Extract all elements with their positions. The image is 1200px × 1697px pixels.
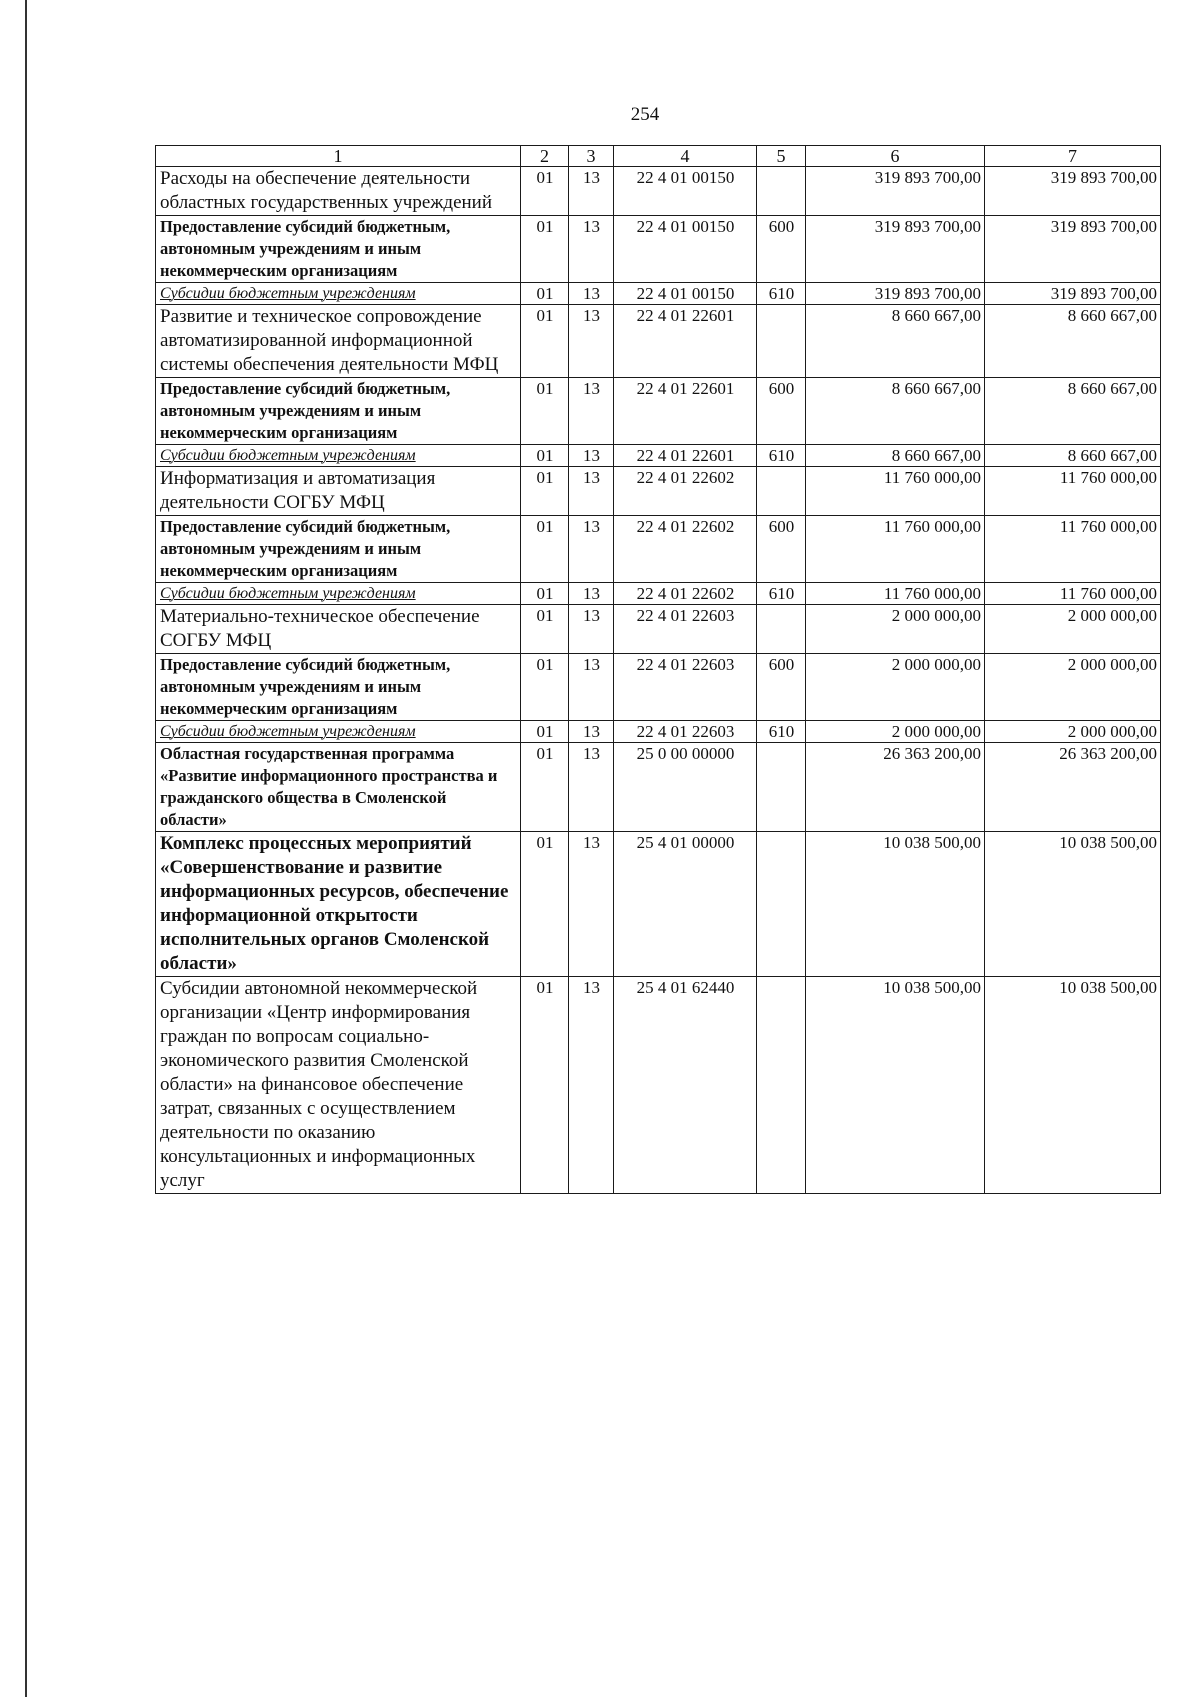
amount-year2-cell: 11 760 000,00 <box>985 467 1161 516</box>
header-cell: 7 <box>985 146 1161 167</box>
item-name-cell: Субсидии бюджетным учреждениям <box>156 721 521 743</box>
table-row <box>156 516 1161 583</box>
item-name-cell: Субсидии бюджетным учреждениям <box>156 445 521 467</box>
subsection-code-cell: 13 <box>569 216 614 283</box>
amount-year2-cell: 2 000 000,00 <box>985 605 1161 654</box>
section-code-cell: 01 <box>521 583 569 605</box>
item-name-cell: Комплекс процессных мероприятий «Совершенствование и развитие информационных ресурсов, обеспечение информационной открытости исполнительных органов Смоленской области» <box>156 832 521 977</box>
header-cell: 4 <box>614 146 757 167</box>
amount-year1-cell: 11 760 000,00 <box>806 583 985 605</box>
subsection-code-cell: 13 <box>569 467 614 516</box>
target-article-cell: 22 4 01 22603 <box>614 605 757 654</box>
section-code-cell: 01 <box>521 977 569 1194</box>
section-code-cell: 01 <box>521 516 569 583</box>
amount-year2-cell: 8 660 667,00 <box>985 378 1161 445</box>
table-row <box>156 832 1161 977</box>
page-number: 254 <box>630 104 660 125</box>
subsection-code-cell: 13 <box>569 721 614 743</box>
subsection-code-cell: 13 <box>569 654 614 721</box>
expense-type-cell <box>757 605 806 654</box>
amount-year2-cell: 319 893 700,00 <box>985 283 1161 305</box>
subsection-code-cell: 13 <box>569 743 614 832</box>
item-name-cell: Материально-техническое обеспечение СОГБУ МФЦ <box>156 605 521 654</box>
amount-year1-cell: 319 893 700,00 <box>806 283 985 305</box>
table-row <box>156 216 1161 283</box>
table-row <box>156 445 1161 467</box>
page-left-edge <box>25 0 27 1697</box>
table-row <box>156 283 1161 305</box>
table-row <box>156 605 1161 654</box>
item-name-cell: Развитие и техническое сопровождение автоматизированной информационной системы обеспечения деятельности МФЦ <box>156 305 521 378</box>
amount-year1-cell: 26 363 200,00 <box>806 743 985 832</box>
subsection-code-cell: 13 <box>569 378 614 445</box>
subsection-code-cell: 13 <box>569 445 614 467</box>
amount-year1-cell: 11 760 000,00 <box>806 516 985 583</box>
target-article-cell: 22 4 01 22601 <box>614 445 757 467</box>
item-name-cell: Предоставление субсидий бюджетным, автономным учреждениям и иным некоммерческим организациям <box>156 654 521 721</box>
section-code-cell: 01 <box>521 743 569 832</box>
target-article-cell: 25 0 00 00000 <box>614 743 757 832</box>
target-article-cell: 22 4 01 00150 <box>614 167 757 216</box>
item-name-cell: Субсидии бюджетным учреждениям <box>156 283 521 305</box>
amount-year1-cell: 319 893 700,00 <box>806 167 985 216</box>
expense-type-cell: 610 <box>757 583 806 605</box>
target-article-cell: 22 4 01 22603 <box>614 721 757 743</box>
amount-year2-cell: 2 000 000,00 <box>985 654 1161 721</box>
target-article-cell: 25 4 01 00000 <box>614 832 757 977</box>
header-cell: 2 <box>521 146 569 167</box>
target-article-cell: 22 4 01 22602 <box>614 467 757 516</box>
table-row <box>156 305 1161 378</box>
amount-year2-cell: 10 038 500,00 <box>985 832 1161 977</box>
item-name-cell: Областная государственная программа «Развитие информационного пространства и гражданского общества в Смоленской области» <box>156 743 521 832</box>
amount-year1-cell: 8 660 667,00 <box>806 378 985 445</box>
section-code-cell: 01 <box>521 721 569 743</box>
expense-type-cell: 610 <box>757 721 806 743</box>
expense-type-cell <box>757 467 806 516</box>
expense-type-cell: 600 <box>757 216 806 283</box>
expense-type-cell: 600 <box>757 516 806 583</box>
section-code-cell: 01 <box>521 216 569 283</box>
amount-year1-cell: 2 000 000,00 <box>806 721 985 743</box>
section-code-cell: 01 <box>521 305 569 378</box>
section-code-cell: 01 <box>521 654 569 721</box>
section-code-cell: 01 <box>521 167 569 216</box>
header-cell: 3 <box>569 146 614 167</box>
budget-table <box>155 145 1161 1194</box>
amount-year1-cell: 10 038 500,00 <box>806 832 985 977</box>
subsection-code-cell: 13 <box>569 167 614 216</box>
table-row <box>156 378 1161 445</box>
section-code-cell: 01 <box>521 605 569 654</box>
target-article-cell: 22 4 01 22603 <box>614 654 757 721</box>
subsection-code-cell: 13 <box>569 283 614 305</box>
table-row <box>156 167 1161 216</box>
target-article-cell: 25 4 01 62440 <box>614 977 757 1194</box>
expense-type-cell <box>757 743 806 832</box>
amount-year2-cell: 319 893 700,00 <box>985 167 1161 216</box>
section-code-cell: 01 <box>521 832 569 977</box>
item-name-cell: Субсидии бюджетным учреждениям <box>156 583 521 605</box>
item-name-cell: Предоставление субсидий бюджетным, автономным учреждениям и иным некоммерческим организациям <box>156 516 521 583</box>
subsection-code-cell: 13 <box>569 583 614 605</box>
subsection-code-cell: 13 <box>569 305 614 378</box>
expense-type-cell: 600 <box>757 378 806 445</box>
header-cell: 6 <box>806 146 985 167</box>
amount-year1-cell: 2 000 000,00 <box>806 654 985 721</box>
header-cell: 1 <box>156 146 521 167</box>
amount-year1-cell: 2 000 000,00 <box>806 605 985 654</box>
subsection-code-cell: 13 <box>569 977 614 1194</box>
subsection-code-cell: 13 <box>569 605 614 654</box>
amount-year1-cell: 8 660 667,00 <box>806 305 985 378</box>
amount-year1-cell: 319 893 700,00 <box>806 216 985 283</box>
amount-year2-cell: 10 038 500,00 <box>985 977 1161 1194</box>
amount-year2-cell: 319 893 700,00 <box>985 216 1161 283</box>
expense-type-cell: 600 <box>757 654 806 721</box>
table-row <box>156 743 1161 832</box>
expense-type-cell: 610 <box>757 283 806 305</box>
item-name-cell: Субсидии автономной некоммерческой организации «Центр информирования граждан по вопросам социально-экономического развития Смоленской области» на финансовое обеспечение затрат, связанных с осуществлением деятельности по оказанию консультационных и информационных услуг <box>156 977 521 1194</box>
amount-year2-cell: 26 363 200,00 <box>985 743 1161 832</box>
expense-type-cell <box>757 977 806 1194</box>
expense-type-cell: 610 <box>757 445 806 467</box>
amount-year2-cell: 11 760 000,00 <box>985 583 1161 605</box>
amount-year2-cell: 11 760 000,00 <box>985 516 1161 583</box>
amount-year1-cell: 8 660 667,00 <box>806 445 985 467</box>
header-cell: 5 <box>757 146 806 167</box>
table-row <box>156 583 1161 605</box>
target-article-cell: 22 4 01 22601 <box>614 305 757 378</box>
item-name-cell: Расходы на обеспечение деятельности областных государственных учреждений <box>156 167 521 216</box>
section-code-cell: 01 <box>521 283 569 305</box>
amount-year1-cell: 11 760 000,00 <box>806 467 985 516</box>
item-name-cell: Предоставление субсидий бюджетным, автономным учреждениям и иным некоммерческим организациям <box>156 378 521 445</box>
expense-type-cell <box>757 305 806 378</box>
target-article-cell: 22 4 01 22602 <box>614 516 757 583</box>
table-row <box>156 467 1161 516</box>
amount-year1-cell: 10 038 500,00 <box>806 977 985 1194</box>
subsection-code-cell: 13 <box>569 516 614 583</box>
target-article-cell: 22 4 01 22602 <box>614 583 757 605</box>
amount-year2-cell: 2 000 000,00 <box>985 721 1161 743</box>
section-code-cell: 01 <box>521 378 569 445</box>
target-article-cell: 22 4 01 00150 <box>614 216 757 283</box>
expense-type-cell <box>757 167 806 216</box>
section-code-cell: 01 <box>521 445 569 467</box>
target-article-cell: 22 4 01 00150 <box>614 283 757 305</box>
table-row <box>156 977 1161 1194</box>
item-name-cell: Предоставление субсидий бюджетным, автономным учреждениям и иным некоммерческим организациям <box>156 216 521 283</box>
subsection-code-cell: 13 <box>569 832 614 977</box>
section-code-cell: 01 <box>521 467 569 516</box>
target-article-cell: 22 4 01 22601 <box>614 378 757 445</box>
amount-year2-cell: 8 660 667,00 <box>985 445 1161 467</box>
table-row <box>156 654 1161 721</box>
item-name-cell: Информатизация и автоматизация деятельности СОГБУ МФЦ <box>156 467 521 516</box>
table-header-row <box>156 146 1161 167</box>
expense-type-cell <box>757 832 806 977</box>
amount-year2-cell: 8 660 667,00 <box>985 305 1161 378</box>
table-row <box>156 721 1161 743</box>
